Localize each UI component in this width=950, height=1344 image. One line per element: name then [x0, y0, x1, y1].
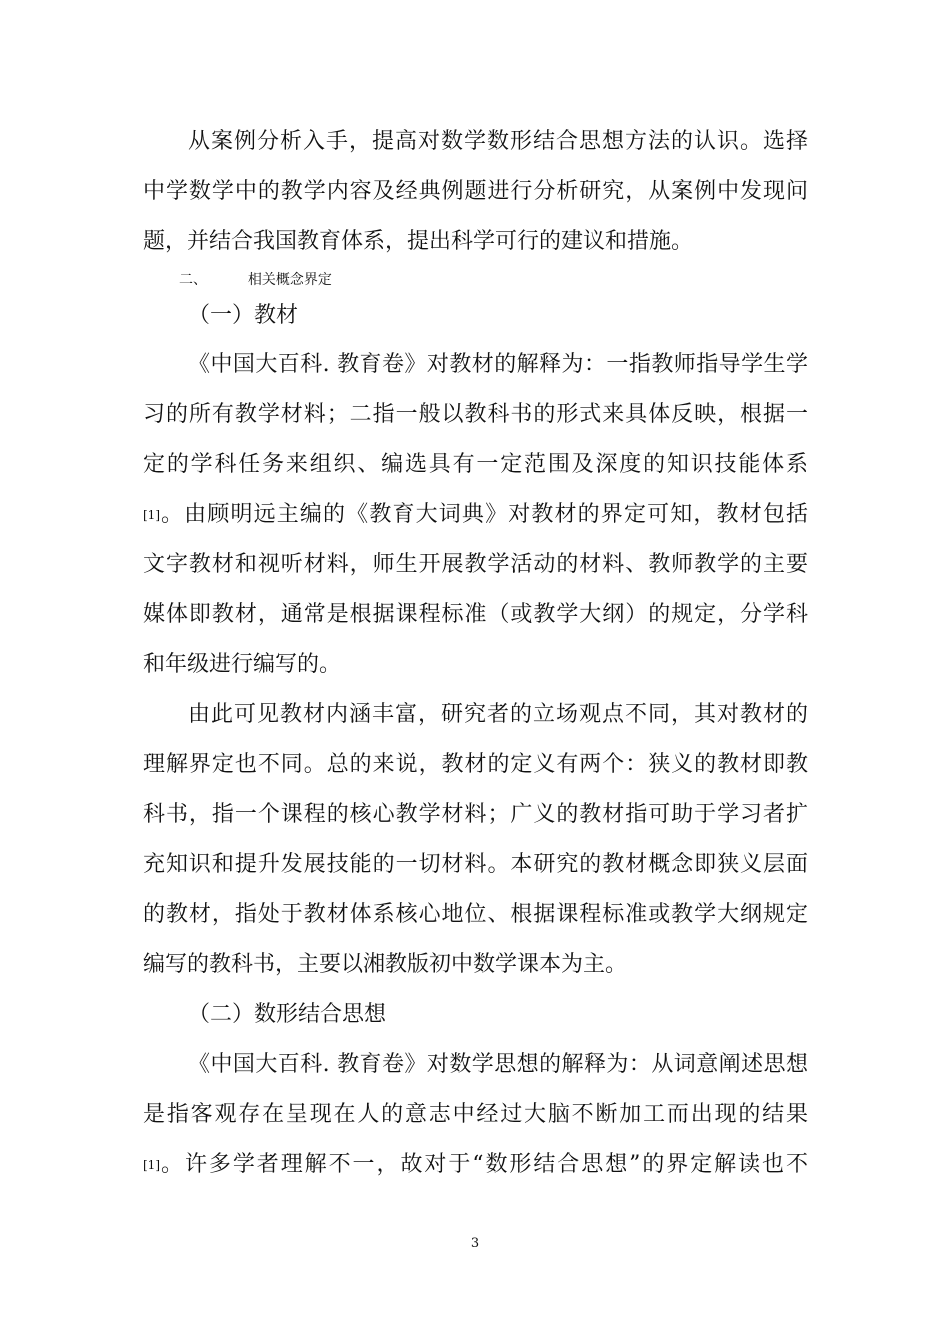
paragraph-line: 的教材，指处于教材体系核心地位、根据课程标准或教学大纲规定: [143, 902, 808, 927]
paragraph-line: 文字教材和视听材料，师生开展教学活动的材料、教师教学的主要: [143, 552, 808, 577]
page-number: 3: [470, 1236, 480, 1251]
paragraph-text: 。许多学者理解不一，故对于“数形结合思想”的界定解读也不: [161, 1152, 808, 1177]
paragraph-line: [143, 1152, 808, 1178]
paragraph-line: 科书，指一个课程的核心教学材料；广义的教材指可助于学习者扩: [143, 802, 808, 827]
paragraph-line: 媒体即教材，通常是根据课程标准（或教学大纲）的规定，分学科: [143, 602, 808, 627]
section-heading: [179, 271, 844, 289]
paragraph-line: 是指客观存在呈现在人的意志中经过大脑不断加工而出现的结果: [143, 1102, 808, 1127]
paragraph-line: 《中国大百科. 教育卷》对教材的解释为：一指教师指导学生学: [188, 352, 808, 377]
paragraph-line: 充知识和提升发展技能的一切材料。本研究的教材概念即狭义层面: [143, 852, 808, 877]
paragraph-line: [143, 502, 808, 528]
section-number: 二、: [179, 272, 207, 288]
paragraph-line: 定的学科任务来组织、编选具有一定范围及深度的知识技能体系: [143, 452, 808, 477]
citation-ref: [1]: [143, 508, 160, 522]
paragraph-line: 《中国大百科. 教育卷》对数学思想的解释为：从词意阐述思想: [188, 1052, 808, 1077]
paragraph-line: 中学数学中的教学内容及经典例题进行分析研究，从案例中发现问: [143, 179, 808, 204]
paragraph-line: 习的所有教学材料；二指一般以教科书的形式来具体反映，根据一: [143, 402, 808, 427]
paragraph-line: 从案例分析入手，提高对数学数形结合思想方法的认识。选择: [188, 129, 808, 154]
paragraph-line: 由此可见教材内涵丰富，研究者的立场观点不同，其对教材的: [188, 702, 808, 727]
paragraph-line: 和年级进行编写的。: [143, 652, 342, 677]
section-title: 相关概念界定: [247, 272, 332, 288]
paragraph-line: 编写的教科书，主要以湘教版初中数学课本为主。: [143, 952, 628, 977]
citation-ref: [1]: [143, 1158, 160, 1172]
paragraph-text: 。由顾明远主编的《教育大词典》对教材的界定可知，教材包括: [161, 502, 808, 527]
paragraph-line: 理解界定也不同。总的来说，教材的定义有两个：狭义的教材即教: [143, 752, 808, 777]
subsection-heading: （二）数形结合思想: [188, 1002, 387, 1027]
paragraph-line: 题，并结合我国教育体系，提出科学可行的建议和措施。: [143, 229, 694, 254]
subsection-heading: （一）教材: [188, 303, 299, 328]
